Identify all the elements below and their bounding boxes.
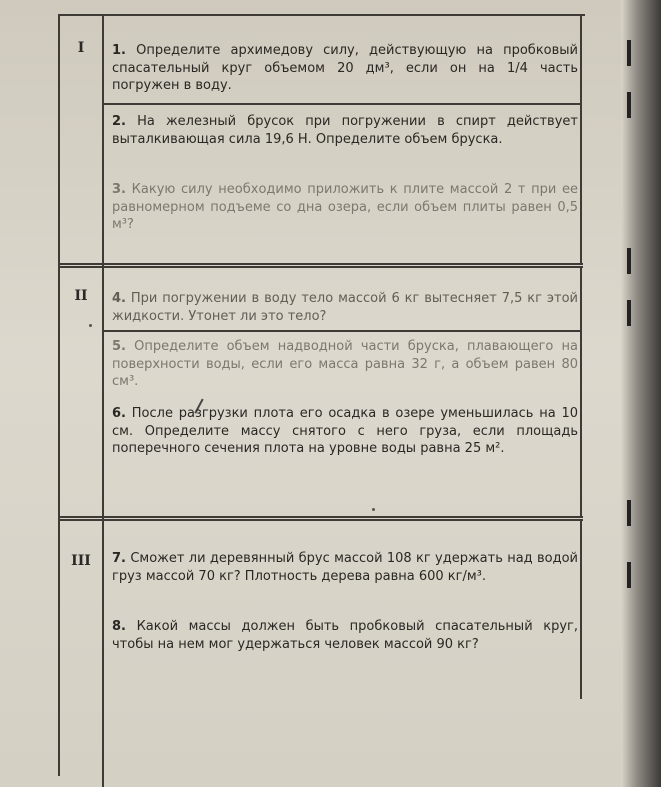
section-divider xyxy=(58,519,583,521)
task-box-border xyxy=(580,519,582,699)
ink-dot xyxy=(372,508,375,511)
task-4: 4. При погружении в воду тело массой 6 кг вытесняет 7,5 кг этой жидкости. Утонет ли это тело? xyxy=(112,291,578,324)
task-8: 8. Какой массы должен быть пробковый спасательный круг, чтобы на нем мог удержаться человек массой 90 кг? xyxy=(112,619,578,652)
task-6: 6. После разгрузки плота его осадка в озере уменьшилась на 10 см. Определите массу снятого с него груза, если площадь поперечного сечения плота на уровне воды равна 25 м². xyxy=(112,406,578,456)
section-divider xyxy=(58,516,583,518)
section-label-3: III xyxy=(71,553,91,569)
task-box-border xyxy=(104,330,582,332)
section-label-2: II xyxy=(74,288,88,304)
task-3: 3. Какую силу необходимо приложить к плите массой 2 т при ее равномерном подъеме со дна озера, если объем плиты равен 0,5 м³? xyxy=(112,182,578,232)
page-edge-shadow xyxy=(621,0,661,787)
task-2: 2. На железный брусок при погружении в спирт действует выталкивающая сила 19,6 Н. Определите объем бруска. xyxy=(112,114,578,147)
task-box-border xyxy=(580,266,582,516)
table-column-divider xyxy=(102,14,104,787)
edge-mark xyxy=(627,562,631,588)
task-7: 7. Сможет ли деревянный брус массой 108 кг удержать над водой груз массой 70 кг? Плотность дерева равна 600 кг/м³. xyxy=(112,551,578,584)
section-divider xyxy=(58,263,583,265)
section-label-1: I xyxy=(77,40,85,56)
edge-mark xyxy=(627,248,631,274)
task-box-border xyxy=(580,14,582,264)
ink-dot xyxy=(89,324,92,327)
task-1: 1. Определите архимедову силу, действующую на пробковый спасательный круг объемом 20 дм³, если он на 1/4 часть погружен в воду. xyxy=(112,43,578,93)
task-5: 5. Определите объем надводной части бруска, плавающего на поверхности воды, если его масса равна 32 г, а объем равен 80 см³. xyxy=(112,339,578,389)
edge-mark xyxy=(627,92,631,118)
edge-mark xyxy=(627,300,631,326)
task-box-border xyxy=(104,103,582,105)
edge-mark xyxy=(627,500,631,526)
edge-mark xyxy=(627,40,631,66)
section-divider xyxy=(58,266,583,268)
